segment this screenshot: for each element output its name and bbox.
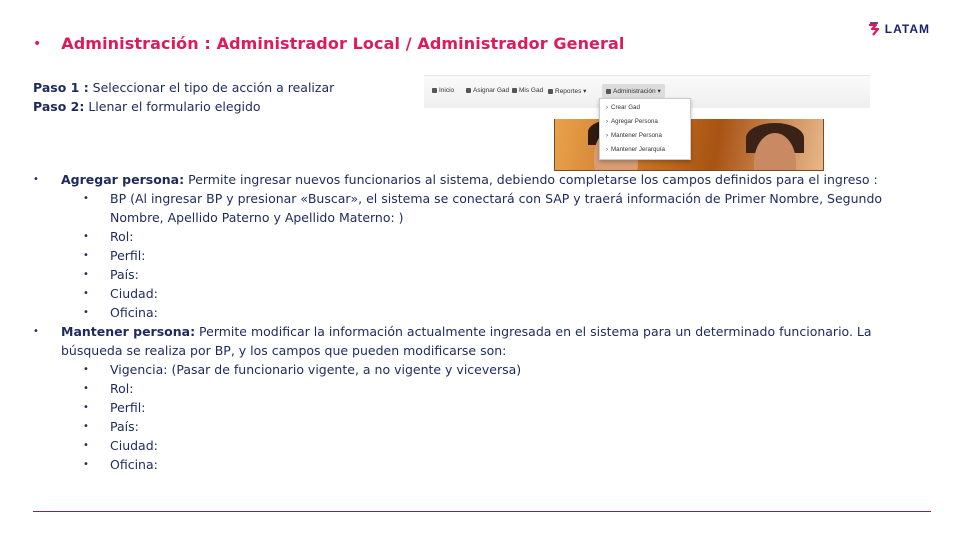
footer-divider xyxy=(33,511,931,512)
list-item: • País: xyxy=(33,417,913,436)
gear-icon xyxy=(606,89,611,94)
page-title: Administración : Administrador Local / Administrador General xyxy=(61,34,625,53)
administracion-dropdown xyxy=(599,98,691,160)
nav-inicio[interactable]: Inicio xyxy=(432,87,454,94)
list-item: • Rol: xyxy=(33,379,913,398)
section-label: Mantener persona: xyxy=(61,324,196,339)
steps xyxy=(33,78,334,116)
list-item: • Vigencia: (Pasar de funcionario vigente, a no vigente y viceversa) xyxy=(33,360,913,379)
nav-administracion[interactable]: Administración ▾ xyxy=(602,84,665,98)
latam-logo xyxy=(868,22,930,36)
step-1-text: Seleccionar el tipo de acción a realizar xyxy=(88,80,335,95)
step-2-label: Paso 2: xyxy=(33,99,85,114)
menu-crear-gad[interactable]: › Crear Gad xyxy=(606,104,640,111)
step-2-text: Llenar el formulario elegido xyxy=(84,99,261,114)
chevron-right-icon: › xyxy=(606,133,608,139)
list-item: • Oficina: xyxy=(33,455,913,474)
latam-logo-icon xyxy=(868,22,882,36)
section-label: Agregar persona: xyxy=(61,172,185,187)
logo-text: LATAM xyxy=(884,22,930,36)
nav-reportes[interactable]: Reportes ▾ xyxy=(548,87,586,95)
main-content xyxy=(33,170,913,474)
nav-asignar-gad[interactable]: Asignar Gad xyxy=(466,87,509,94)
title-row xyxy=(33,34,624,53)
step-2 xyxy=(33,97,334,116)
step-1 xyxy=(33,78,334,97)
title-bullet: • xyxy=(33,35,42,52)
step-1-label: Paso 1 : xyxy=(33,80,89,95)
menu-agregar-persona[interactable]: › Agregar Persona xyxy=(606,118,658,125)
list-item: • Oficina: xyxy=(33,303,913,322)
home-icon xyxy=(432,88,437,93)
list-item: • Rol: xyxy=(33,227,913,246)
report-icon xyxy=(548,89,553,94)
nav-mis-gad[interactable]: Mis Gad xyxy=(512,87,543,94)
chevron-right-icon: › xyxy=(606,147,608,153)
list-item: • Ciudad: xyxy=(33,436,913,455)
list-item: • Perfil: xyxy=(33,246,913,265)
section-agregar-persona xyxy=(33,170,913,189)
app-screenshot xyxy=(424,75,870,171)
menu-mantener-jerarquia[interactable]: › Mantener Jerarquía xyxy=(606,146,665,153)
users-icon xyxy=(512,88,517,93)
list-item: • Perfil: xyxy=(33,398,913,417)
list-item: • BP (Al ingresar BP y presionar «Buscar», el sistema se conectará con SAP y traerá información de Primer Nombre, Segundo Nombre, Apellido Paterno y Apellido Materno: ) xyxy=(33,189,913,227)
chevron-right-icon: › xyxy=(606,105,608,111)
list-item: • País: xyxy=(33,265,913,284)
user-plus-icon xyxy=(466,88,471,93)
section-mantener-persona xyxy=(33,322,913,360)
section-text: Permite ingresar nuevos funcionarios al sistema, debiendo completarse los campos definidos para el ingreso : xyxy=(184,172,878,187)
menu-mantener-persona[interactable]: › Mantener Persona xyxy=(606,132,662,139)
chevron-right-icon: › xyxy=(606,119,608,125)
list-item: • Ciudad: xyxy=(33,284,913,303)
section-text: Permite modificar la información actualmente ingresada en el sistema para un determinado funcionario. La búsqueda se realiza por BP, y los campos que pueden modificarse son: xyxy=(61,324,872,358)
